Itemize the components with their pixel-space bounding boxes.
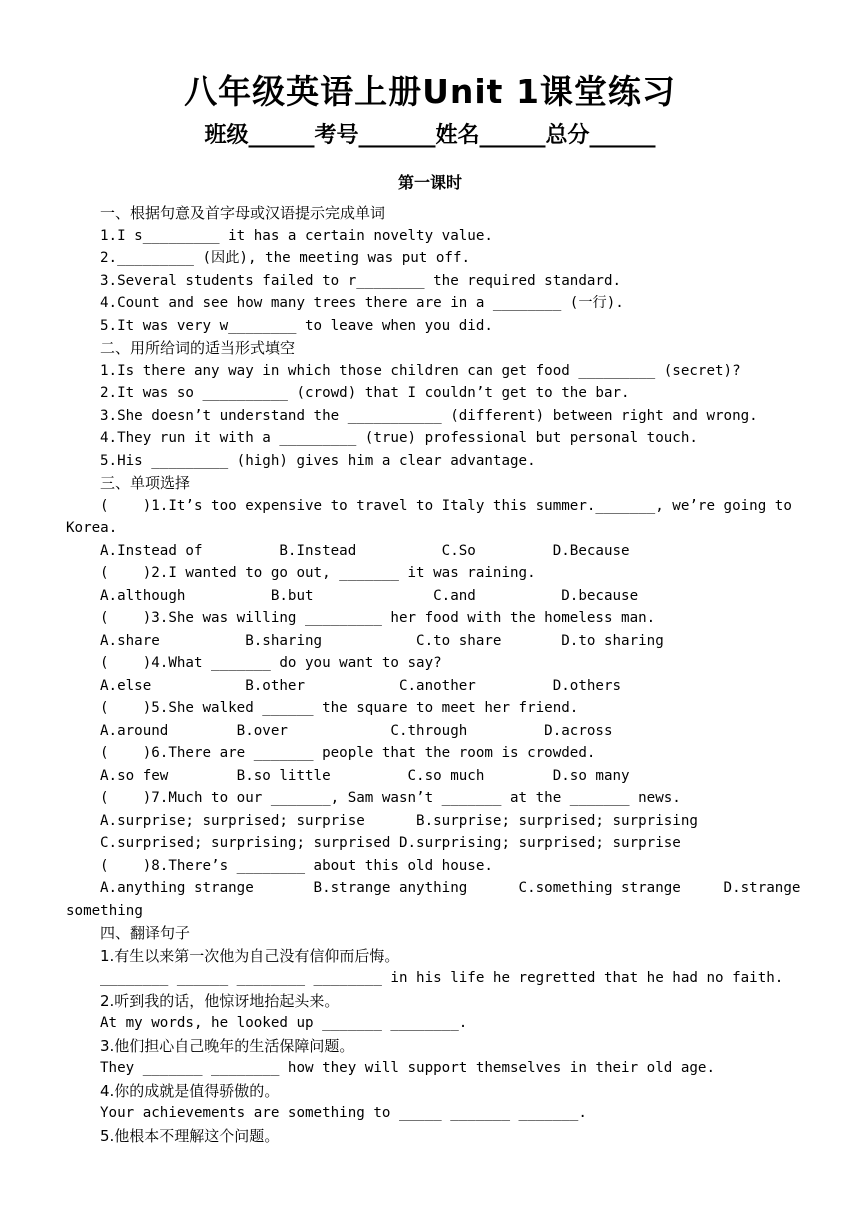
question-line: ( )2.I wanted to go out, _______ it was raining. (100, 565, 536, 581)
option-line: A.although B.but C.and D.because (100, 588, 639, 604)
translation-line: At my words, he looked up _______ ________. (100, 1015, 468, 1031)
question-line: Korea. (66, 520, 118, 536)
option-line: something (66, 903, 143, 919)
question-line: ( )6.There are _______ people that the room is crowded. (100, 745, 596, 761)
option-line: A.share B.sharing C.to share D.to sharing (100, 633, 664, 649)
chinese-prompt: 5.他根本不理解这个问题。 (100, 1127, 280, 1145)
question-line: 2.It was so __________ (crowd) that I couldn’t get to the bar. (100, 385, 630, 401)
option-line: A.Instead of B.Instead C.So D.Because (100, 543, 630, 559)
section-heading-2: 二、用所给词的适当形式填空 (100, 339, 296, 357)
question-line: ( )8.There’s ________ about this old house. (100, 858, 493, 874)
chinese-prompt: 1.有生以来第一次他为自己没有信仰而后悔。 (100, 947, 400, 965)
question-line: 3.She doesn’t understand the ___________ (different) between right and wrong. (100, 408, 758, 424)
question-line: ( )5.She walked ______ the square to meet her friend. (100, 700, 579, 716)
translation-line: ________ ______ ________ ________ in his life he regretted that he had no faith. (100, 970, 784, 986)
chinese-prompt: 4.你的成就是值得骄傲的。 (100, 1082, 280, 1100)
question-line: 3.Several students failed to r________ the required standard. (100, 273, 622, 289)
question-line: ( )3.She was willing _________ her food with the homeless man. (100, 610, 656, 626)
translation-line: They _______ ________ how they will support themselves in their old age. (100, 1060, 715, 1076)
question-line: 2._________ (因此), the meeting was put off. (100, 250, 471, 266)
worksheet-title: 八年级英语上册Unit 1课堂练习 (184, 72, 676, 111)
question-line: 5.It was very w________ to leave when you did. (100, 318, 493, 334)
question-line: 5.His _________ (high) gives him a clear advantage. (100, 453, 536, 469)
question-line: 1.I s_________ it has a certain novelty value. (100, 228, 493, 244)
option-line: A.else B.other C.another D.others (100, 678, 622, 694)
chinese-prompt: 2.听到我的话，他惊讶地抬起头来。 (100, 992, 340, 1010)
option-line: A.anything strange B.strange anything C.something strange D.strange (100, 880, 801, 896)
chinese-prompt: 3.他们担心自己晚年的生活保障问题。 (100, 1037, 355, 1055)
question-line: ( )7.Much to our _______, Sam wasn’t _______ at the _______ news. (100, 790, 681, 806)
student-info-line: 班级______考号_______姓名______总分______ (204, 123, 656, 148)
option-line: A.so few B.so little C.so much D.so many (100, 768, 630, 784)
question-line: 4.Count and see how many trees there are in a ________ (一行). (100, 295, 624, 311)
question-line: 1.Is there any way in which those children can get food _________ (secret)? (100, 363, 741, 379)
question-line: 4.They run it with a _________ (true) professional but personal touch. (100, 430, 698, 446)
section-heading-4: 四、翻译句子 (100, 924, 191, 942)
translation-line: Your achievements are something to _____ _______ _______. (100, 1105, 587, 1121)
question-line: ( )4.What _______ do you want to say? (100, 655, 442, 671)
option-line: A.around B.over C.through D.across (100, 723, 613, 739)
option-line: C.surprised; surprising; surprised D.surprising; surprised; surprise (100, 835, 681, 851)
question-line: ( )1.It’s too expensive to travel to Italy this summer._______, we’re going to (100, 498, 792, 514)
section-heading-3: 三、单项选择 (100, 474, 191, 492)
option-line: A.surprise; surprised; surprise B.surprise; surprised; surprising (100, 813, 698, 829)
lesson-heading: 第一课时 (397, 173, 462, 192)
section-heading-1: 一、根据句意及首字母或汉语提示完成单词 (100, 204, 386, 222)
